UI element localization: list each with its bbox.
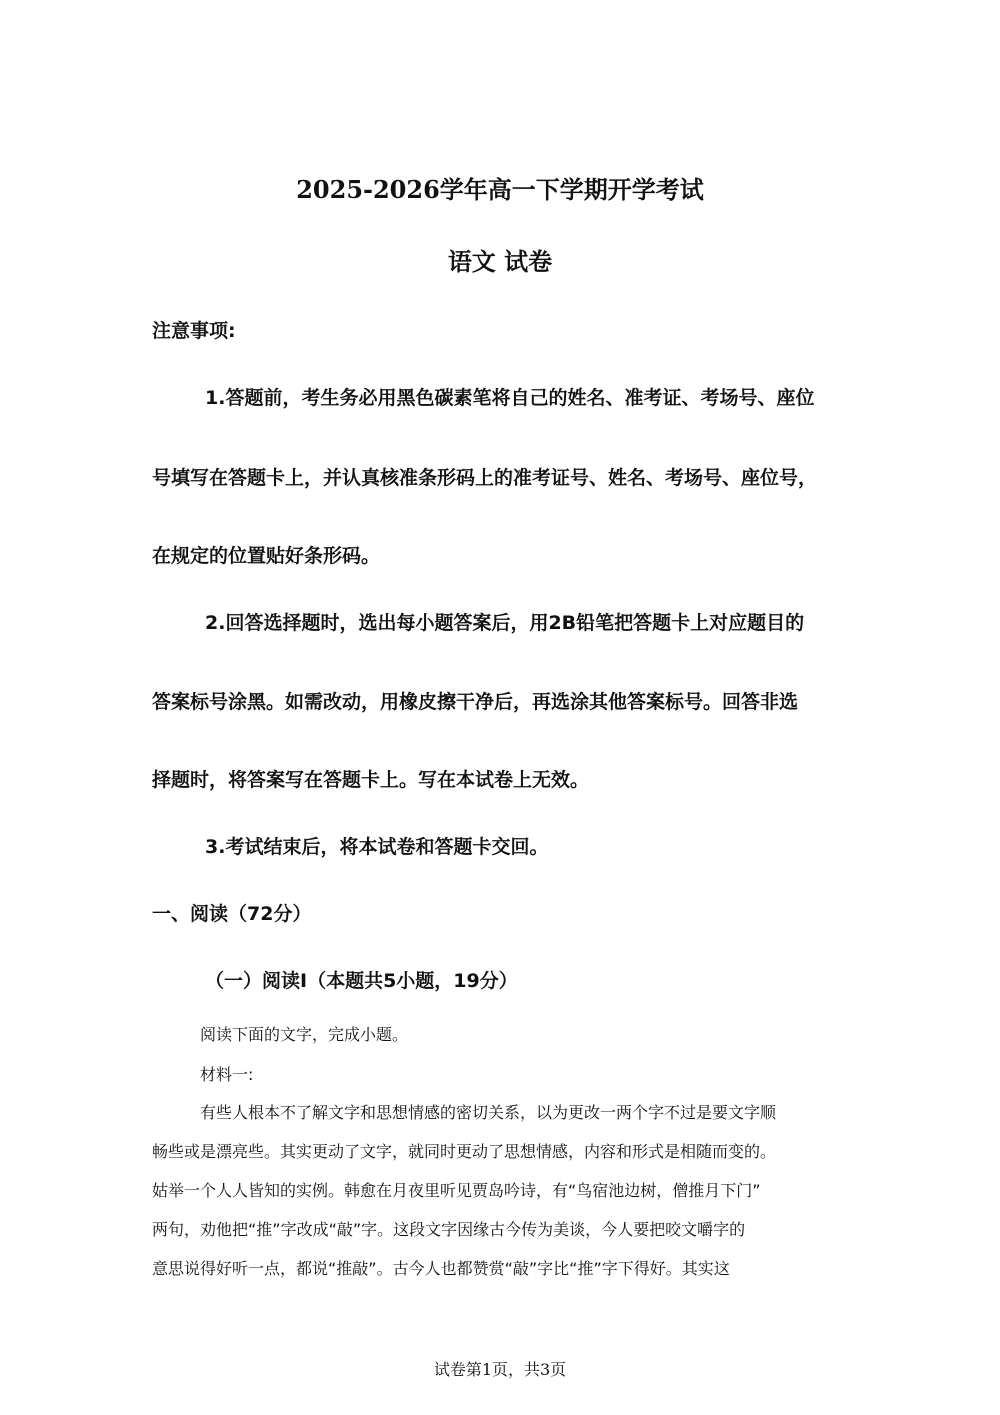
exam-title: 2025-2026学年高一下学期开学考试 bbox=[296, 175, 704, 204]
paragraph-line: 意思说得好听一点，都说“推敲”。古今人也都赞赏“敲”字比“推”字下得好。其实这 bbox=[152, 1259, 730, 1278]
exam-subtitle: 语文 试卷 bbox=[447, 247, 553, 276]
paragraph-line: 畅些或是漂亮些。其实更动了文字，就同时更动了思想情感，内容和形式是相随而变的。 bbox=[152, 1142, 777, 1161]
page-footer: 试卷第1页，共3页 bbox=[433, 1360, 567, 1379]
paragraph-line: 姑举一个人人皆知的实例。韩愈在月夜里听见贾岛吟诗，有“鸟宿池边树，僧推月下门” bbox=[152, 1181, 761, 1200]
section-heading: 一、阅读（72分） bbox=[152, 903, 312, 925]
paragraph-line: 有些人根本不了解文字和思想情感的密切关系，以为更改一两个字不过是要文字顺 bbox=[200, 1103, 777, 1122]
notice-heading: 注意事项: bbox=[152, 320, 236, 342]
notice-line: 号填写在答题卡上，并认真核准条形码上的准考证号、姓名、考场号、座位号， bbox=[152, 467, 818, 489]
instruction-text: 阅读下面的文字，完成小题。 bbox=[200, 1025, 409, 1044]
material-label: 材料一: bbox=[200, 1065, 254, 1084]
notice-line: 在规定的位置贴好条形码。 bbox=[152, 545, 381, 567]
notice-line: 3.考试结束后，将本试卷和答题卡交回。 bbox=[205, 836, 549, 858]
notice-line: 1.答题前，考生务必用黑色碳素笔将自己的姓名、准考证、考场号、座位 bbox=[205, 387, 815, 409]
section-subheading: （一）阅读I（本题共5小题，19分） bbox=[205, 970, 518, 992]
notice-line: 2.回答选择题时，选出每小题答案后，用2B铅笔把答题卡上对应题目的 bbox=[205, 612, 805, 634]
notice-line: 择题时，将答案写在答题卡上。写在本试卷上无效。 bbox=[152, 769, 590, 791]
notice-line: 答案标号涂黑。如需改动，用橡皮擦干净后，再选涂其他答案标号。回答非选 bbox=[152, 691, 799, 713]
paragraph-line: 两句，劝他把“推”字改成“敲”字。这段文字因缘古今传为美谈，今人要把咬文嚼字的 bbox=[152, 1220, 746, 1239]
